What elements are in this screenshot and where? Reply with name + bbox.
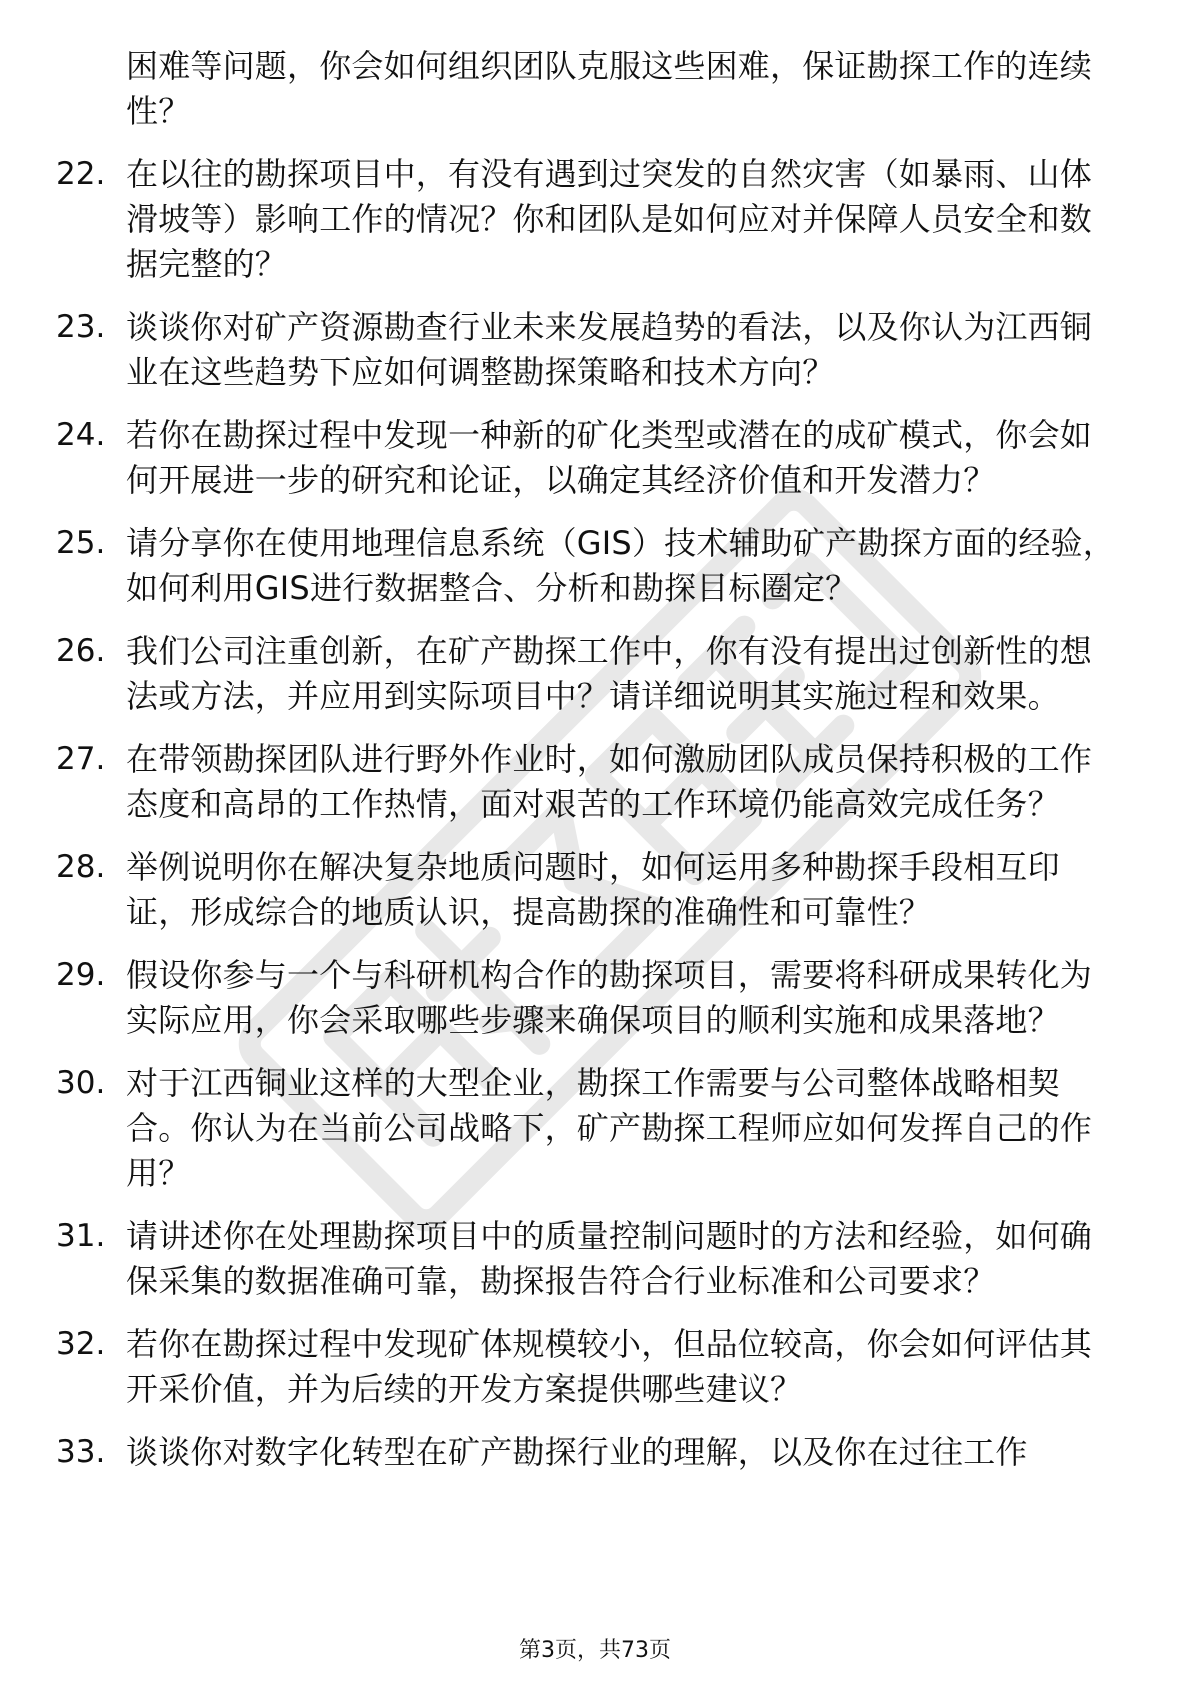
list-item [56, 629, 1116, 719]
question-number: 29. [56, 957, 106, 993]
list-item [56, 305, 1116, 395]
question-text: 谈谈你对矿产资源勘查行业未来发展趋势的看法，以及你认为江西铜业在这些趋势下应如何调整勘探策略和技术方向？ [126, 308, 1093, 391]
question-number: 32. [56, 1326, 106, 1362]
question-number: 31. [56, 1218, 106, 1254]
question-text: 在以往的勘探项目中，有没有遇到过突发的自然灾害（如暴雨、山体滑坡等）影响工作的情况？你和团队是如何应对并保障人员安全和数据完整的？ [126, 155, 1093, 283]
list-item [56, 953, 1116, 1043]
list-item [56, 1214, 1116, 1304]
question-text: 若你在勘探过程中发现一种新的矿化类型或潜在的成矿模式，你会如何开展进一步的研究和论证，以确定其经济价值和开发潜力？ [126, 416, 1093, 499]
list-item [56, 413, 1116, 503]
question-text: 举例说明你在解决复杂地质问题时，如何运用多种勘探手段相互印证，形成综合的地质认识，提高勘探的准确性和可靠性？ [126, 848, 1060, 931]
question-number: 25. [56, 525, 106, 561]
list-item [56, 737, 1116, 827]
list-item [56, 521, 1116, 611]
question-text: 请讲述你在处理勘探项目中的质量控制问题时的方法和经验，如何确保采集的数据准确可靠，勘探报告符合行业标准和公司要求？ [126, 1217, 1093, 1300]
list-item [56, 1430, 1116, 1475]
question-number: 30. [56, 1065, 106, 1101]
question-text: 对于江西铜业这样的大型企业，勘探工作需要与公司整体战略相契合。你认为在当前公司战略下，矿产勘探工程师应如何发挥自己的作用？ [126, 1064, 1093, 1192]
question-text: 假设你参与一个与科研机构合作的勘探项目，需要将科研成果转化为实际应用，你会采取哪些步骤来确保项目的顺利实施和成果落地？ [126, 956, 1093, 1039]
question-text: 我们公司注重创新，在矿产勘探工作中，你有没有提出过创新性的想法或方法，并应用到实际项目中？请详细说明其实施过程和效果。 [126, 632, 1093, 715]
question-text: 困难等问题，你会如何组织团队克服这些困难，保证勘探工作的连续性？ [126, 47, 1093, 130]
question-number: 26. [56, 633, 106, 669]
question-number: 24. [56, 417, 106, 453]
question-text: 请分享你在使用地理信息系统（GIS）技术辅助矿产勘探方面的经验，如何利用GIS进行数据整合、分析和勘探目标圈定？ [126, 524, 1115, 607]
list-item [56, 845, 1116, 935]
question-number: 27. [56, 741, 106, 777]
question-text: 若你在勘探过程中发现矿体规模较小，但品位较高，你会如何评估其开采价值，并为后续的开发方案提供哪些建议？ [126, 1325, 1093, 1408]
list-item [56, 1061, 1116, 1196]
list-item [56, 152, 1116, 287]
question-number: 23. [56, 309, 106, 345]
list-item [56, 1322, 1116, 1412]
question-number: 33. [56, 1434, 106, 1470]
page-number-footer: 第3页，共73页 [519, 1638, 671, 1663]
question-number: 28. [56, 849, 106, 885]
question-text: 在带领勘探团队进行野外作业时，如何激励团队成员保持积极的工作态度和高昂的工作热情，面对艰苦的工作环境仍能高效完成任务？ [126, 740, 1093, 823]
question-number: 22. [56, 156, 106, 192]
question-list [56, 44, 1116, 1493]
continuation-text [126, 44, 1116, 134]
question-text: 谈谈你对数字化转型在矿产勘探行业的理解，以及你在过往工作 [126, 1433, 1028, 1471]
